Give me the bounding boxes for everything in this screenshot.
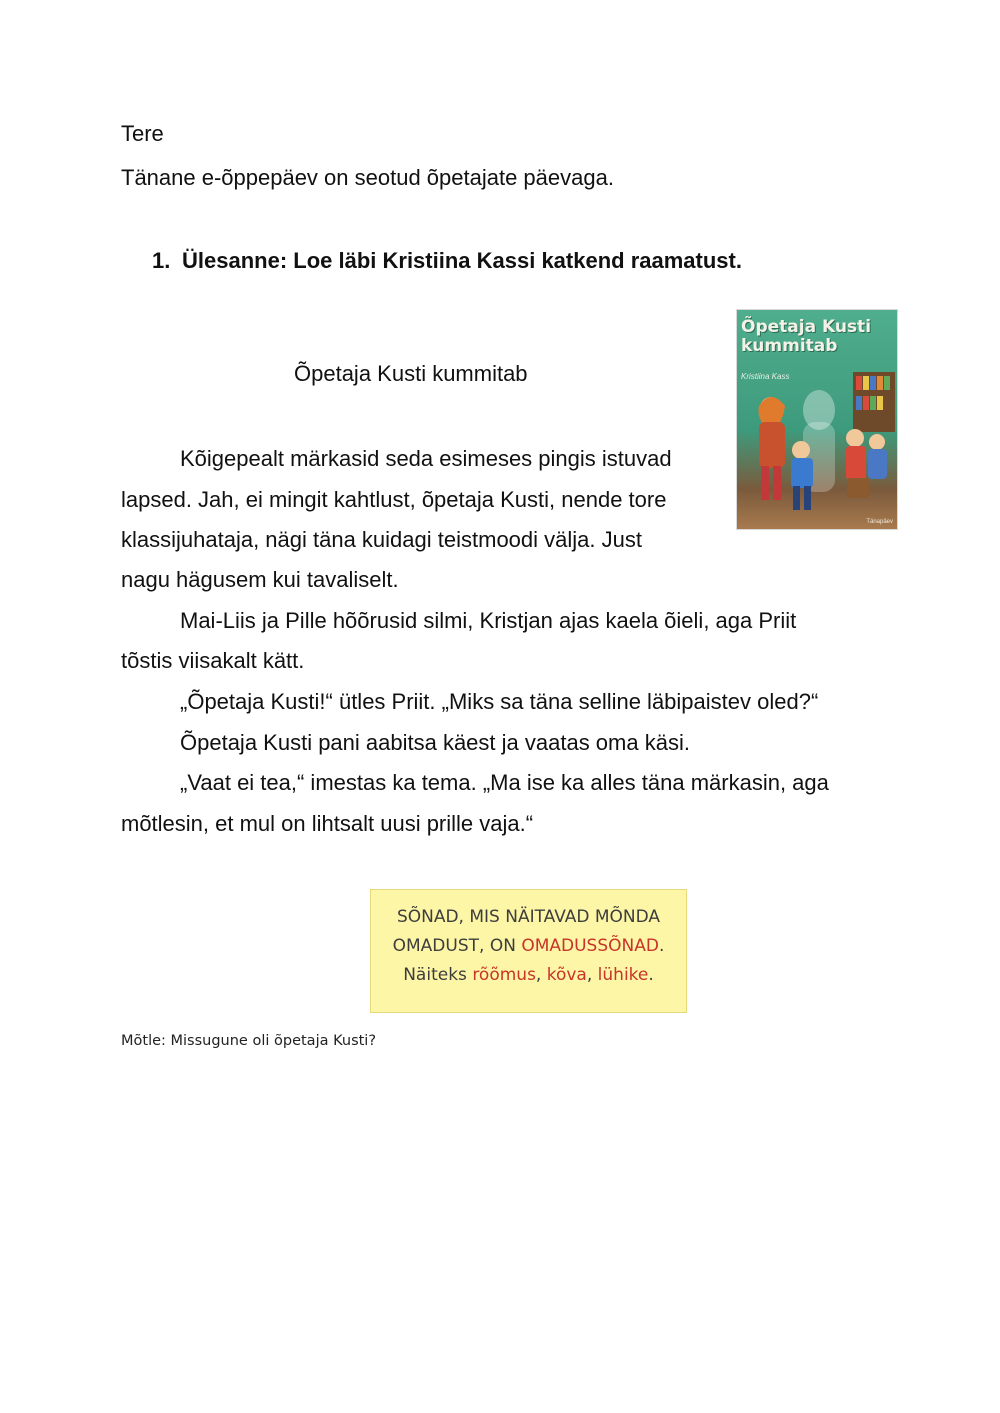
story-line-4: nagu hägusem kui tavaliselt. [121,567,399,592]
task-number: 1. [152,248,171,273]
info-example-2: kõva [546,965,587,985]
book-cover-publisher: Tänapäev [866,519,893,525]
info-line-3-suffix: . [648,965,654,985]
story-line-6: tõstis viisakalt kätt. [121,648,305,673]
story-line-8: Õpetaja Kusti pani aabitsa käest ja vaatas oma käsi. [180,730,690,755]
task-text: Ülesanne: Loe läbi Kristiina Kassi katkend raamatust. [182,248,742,273]
info-example-3: lühike [597,965,649,985]
info-line-2-prefix: OMADUST, ON [392,936,522,956]
book-cover-author: Kristiina Kass [741,372,790,381]
info-line-3-prefix: Näiteks [403,965,473,985]
story-line-3: klassijuhataja, nägi täna kuidagi teistmoodi välja. Just [121,527,642,552]
book-cover-title-line1: Õpetaja Kusti [741,317,872,337]
info-line-2-suffix: . [658,936,665,956]
info-example-1: rõõmus [472,965,536,985]
book-cover-image [736,309,898,530]
task-heading [152,248,742,274]
story-line-5: Mai-Liis ja Pille hõõrusid silmi, Kristjan ajas kaela õieli, aga Priit [180,608,797,633]
info-line-3 [371,961,686,990]
book-cover-title-line2: kummitab [741,336,838,356]
info-highlight-term: OMADUSSÕNAD [521,936,659,956]
greeting: Tere [121,121,164,146]
book-cover-illustration [737,310,897,529]
story-line-10: mõtlesin, et mul on lihtsalt uusi prille vaja.“ [121,811,534,836]
info-line-1: SÕNAD, MIS NÄITAVAD MÕNDA [396,907,661,927]
intro-text: Tänane e-õppepäev on seotud õpetajate päevaga. [121,165,614,190]
story-line-2: lapsed. Jah, ei mingit kahtlust, õpetaja Kusti, nende tore [121,487,667,512]
story-line-9: „Vaat ei tea,“ imestas ka tema. „Ma ise ka alles täna märkasin, aga [180,770,829,795]
adjective-info-box [370,889,687,1013]
info-line-2 [371,932,686,961]
info-separator-1: , [535,965,547,985]
story-title: Õpetaja Kusti kummitab [294,361,528,386]
think-prompt: Mõtle: Missugune oli õpetaja Kusti? [121,1033,377,1049]
story-line-1: Kõigepealt märkasid seda esimeses pingis istuvad [180,446,672,471]
info-separator-2: , [586,965,598,985]
story-line-7: „Õpetaja Kusti!“ ütles Priit. „Miks sa täna selline läbipaistev oled?“ [180,689,819,714]
